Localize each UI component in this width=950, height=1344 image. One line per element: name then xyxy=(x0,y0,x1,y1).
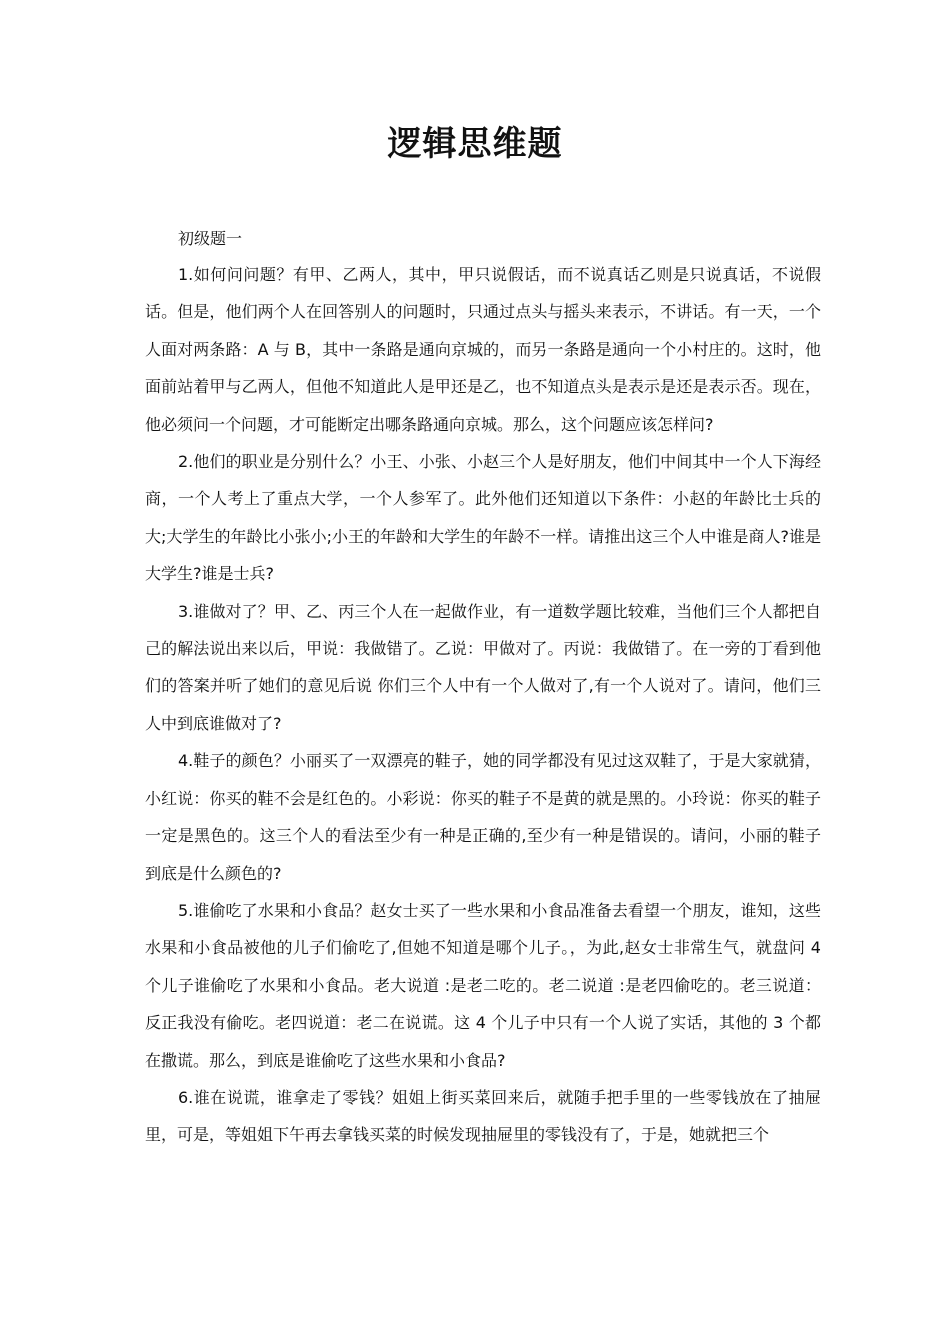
question-1: 1.如何问问题？有甲、乙两人，其中，甲只说假话，而不说真话乙则是只说真话，不说假话。但是，他们两个人在回答别人的问题时，只通过点头与摇头来表示，不讲话。有一天，一个人面对两条路：A 与 B，其中一条路是通向京城的，而另一条路是通向一个小村庄的。这时，他面前站着甲与乙两人，但他不知道此人是甲还是乙，也不知道点头是表示是还是表示否。现在，他必须问一个问题，才可能断定出哪条路通向京城。那么，这个问题应该怎样问? xyxy=(145,265,821,434)
document-body xyxy=(145,222,821,1154)
question-6: 6.谁在说谎，谁拿走了零钱？姐姐上街买菜回来后，就随手把手里的一些零钱放在了抽屉里，可是，等姐姐下午再去拿钱买菜的时候发现抽屉里的零钱没有了，于是，她就把三个 xyxy=(145,1087,821,1145)
question-2: 2.他们的职业是分别什么？小王、小张、小赵三个人是好朋友，他们中间其中一个人下海经商，一个人考上了重点大学，一个人参军了。此外他们还知道以下条件：小赵的年龄比士兵的大;大学生的年龄比小张小;小王的年龄和大学生的年龄不一样。请推出这三个人中谁是商人?谁是大学生?谁是士兵? xyxy=(145,452,821,584)
question-5: 5.谁偷吃了水果和小食品？赵女士买了一些水果和小食品准备去看望一个朋友，谁知，这些水果和小食品被他的儿子们偷吃了,但她不知道是哪个儿子。，为此,赵女士非常生气，就盘问 4 个儿子谁偷吃了水果和小食品。老大说道 :是老二吃的。老二说道 :是老四偷吃的。老三说道：反正我没有偷吃。老四说道：老二在说谎。这 4 个儿子中只有一个人说了实话，其他的 3 个都在撒谎。那么，到底是谁偷吃了这些水果和小食品? xyxy=(145,900,821,1070)
question-4: 4.鞋子的颜色？小丽买了一双漂亮的鞋子，她的同学都没有见过这双鞋了，于是大家就猜，小红说：你买的鞋不会是红色的。小彩说：你买的鞋子不是黄的就是黑的。小玲说：你买的鞋子一定是黑色的。这三个人的看法至少有一种是正确的,至少有一种是错误的。请问，小丽的鞋子到底是什么颜色的? xyxy=(145,751,821,883)
section-heading: 初级题一 xyxy=(178,229,243,248)
document-title: 逻辑思维题 xyxy=(387,124,563,164)
question-3: 3.谁做对了？甲、乙、丙三个人在一起做作业，有一道数学题比较难，当他们三个人都把自己的解法说出来以后，甲说：我做错了。乙说：甲做对了。丙说：我做错了。在一旁的丁看到他们的答案并听了她们的意见后说 你们三个人中有一个人做对了,有一个人说对了。请问，他们三人中到底谁做对了? xyxy=(145,601,821,733)
